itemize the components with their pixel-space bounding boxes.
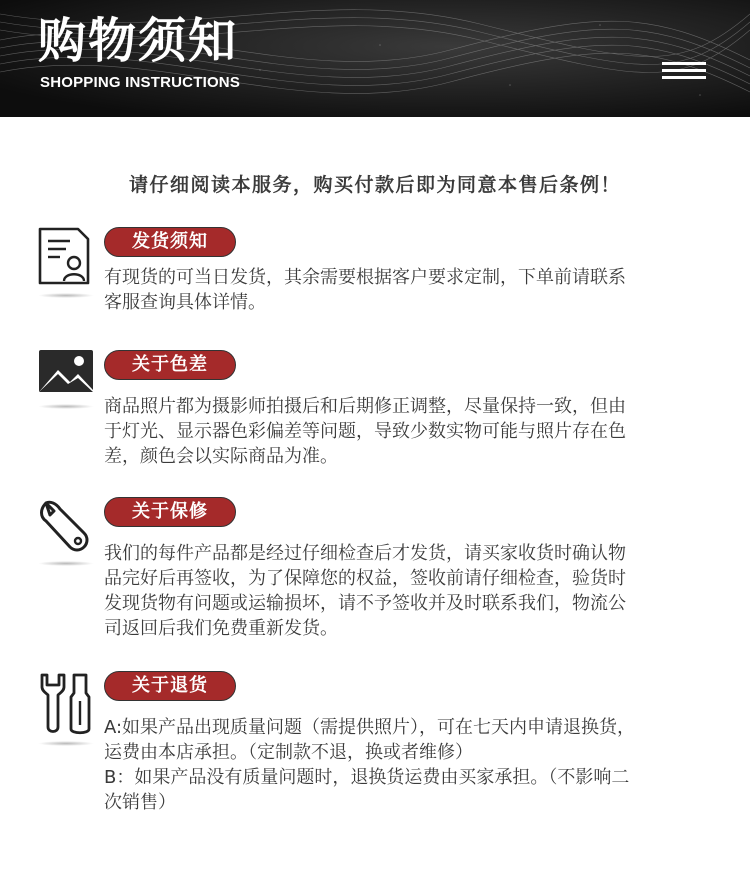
section-title-badge: 关于保修 <box>104 497 236 527</box>
wrench-icon <box>36 497 96 567</box>
body-line: 有现货的可当日发货，其余需要根据客户要求定制，下单前请联系 <box>104 267 626 288</box>
tools-icon <box>36 671 96 741</box>
menu-icon[interactable] <box>662 62 706 80</box>
body-line: 次销售） <box>104 792 176 813</box>
body-line: A:如果产品出现质量问题（需提供照片），可在七天内申请退换货， <box>104 717 636 738</box>
document-user-icon <box>36 227 96 297</box>
icon-shadow <box>38 404 94 409</box>
body-line: B：如果产品没有质量问题时，退换货运费由买家承担。（不影响二 <box>104 767 630 788</box>
body-line: 商品照片都为摄影师拍摄后和后期修正调整，尽量保持一致，但由 <box>104 396 626 417</box>
icon-shadow <box>38 741 94 746</box>
icon-shadow <box>38 561 94 566</box>
body-line: 品完好后再签收，为了保障您的权益，签收前请仔细检查，验货时 <box>104 568 626 589</box>
body-line: 于灯光、显示器色彩偏差等问题，导致少数实物可能与照片存在色 <box>104 421 626 442</box>
page-subtitle: SHOPPING INSTRUCTIONS <box>40 74 241 91</box>
page-header <box>0 0 750 117</box>
page-title: 购物须知 <box>38 13 239 69</box>
agreement-notice: 请仔细阅读本服务，购买付款后即为同意本售后条例！ <box>128 174 621 196</box>
section-title-badge: 发货须知 <box>104 227 236 257</box>
section-title-badge: 关于退货 <box>104 671 236 701</box>
section-body <box>104 541 716 641</box>
body-line: 运费由本店承担。（定制款不退，换或者维修） <box>104 742 473 763</box>
body-line: 客服查询具体详情。 <box>104 292 266 313</box>
image-icon <box>36 350 96 420</box>
section-body <box>104 715 716 815</box>
section-body <box>104 394 716 469</box>
body-line: 我们的每件产品都是经过仔细检查后才发货，请买家收货时确认物 <box>104 543 626 564</box>
body-line: 发现货物有问题或运输损坏，请不予签收并及时联系我们，物流公 <box>104 593 626 614</box>
section-title-badge: 关于色差 <box>104 350 236 380</box>
body-line: 司返回后我们免费重新发货。 <box>104 618 338 639</box>
body-line: 差，颜色会以实际商品为准。 <box>104 446 338 467</box>
section-body <box>104 265 716 315</box>
icon-shadow <box>38 293 94 298</box>
